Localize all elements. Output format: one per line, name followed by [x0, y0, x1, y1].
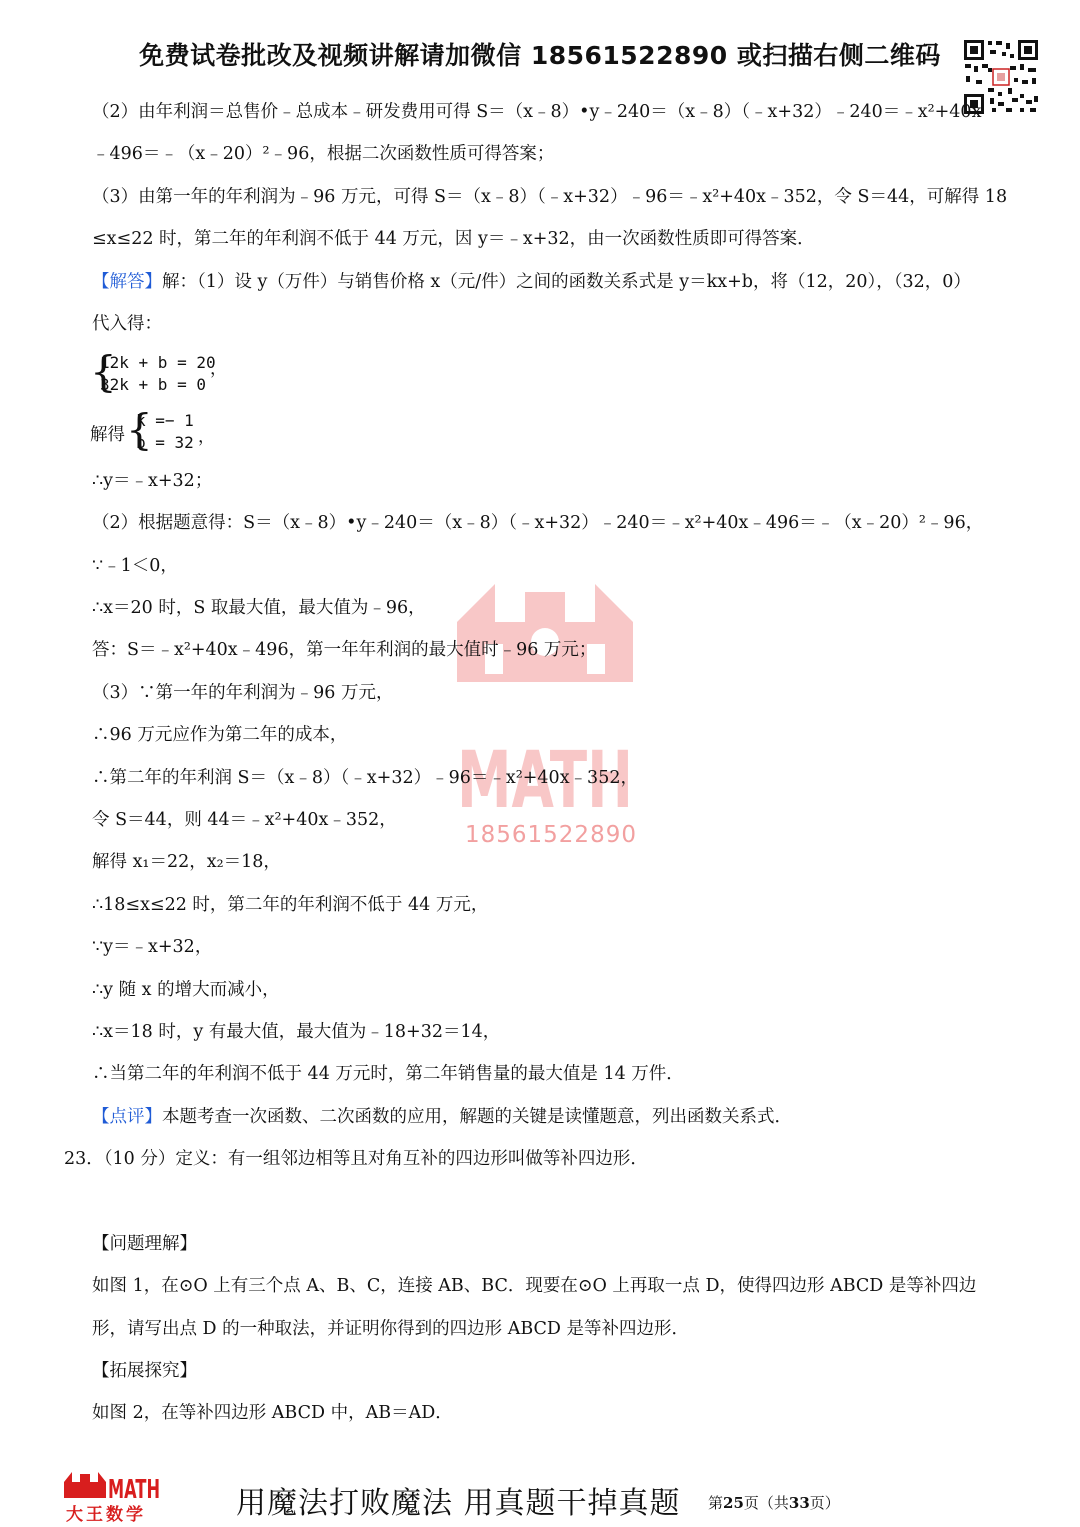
- logo-subtitle: 大王数学: [66, 1505, 146, 1525]
- text-line: ∴x＝18 时，y 有最大值，最大值为﹣18+32＝14，: [92, 1022, 501, 1042]
- answer-text: 解：（1）设 y（万件）与销售价格 x（元/件）之间的函数关系式是 y＝kx+b，将（12，20），（32，0）: [162, 272, 971, 292]
- footer-slogan: 用魔法打败魔法 用真题干掉真题: [236, 1486, 681, 1521]
- equation: 12k + b = 20: [100, 353, 216, 372]
- text-line: 如图 2，在等补四边形 ABCD 中，AB＝AD．: [92, 1403, 453, 1423]
- text-line: ∴第二年的年利润 S＝（x﹣8）（﹣x+32）﹣96＝﹣x²+40x﹣352，: [92, 768, 638, 788]
- text-line: ∵﹣1＜0，: [92, 556, 178, 576]
- text-line: 代入得：: [92, 314, 162, 334]
- text-line: ≤x≤22 时，第二年的年利润不低于 44 万元，因 y＝﹣x+32，由一次函数性质即可得答案．: [92, 229, 815, 249]
- comment-line: [92, 1105, 792, 1129]
- text-line: （3）∵第一年的年利润为﹣96 万元，: [92, 683, 394, 703]
- text-line: 形，请写出点 D 的一种取法，并证明你得到的四边形 ABCD 是等补四边形．: [92, 1319, 690, 1339]
- page-mid: 页（共: [743, 1494, 789, 1512]
- text-line: （2）根据题意得：S＝（x﹣8）•y﹣240＝（x﹣8）（﹣x+32）﹣240＝﹣x²+40x﹣496＝﹣（x﹣20）²﹣96，: [92, 513, 984, 533]
- page-header-title: 免费试卷批改及视频讲解请加微信 18561522890 或扫描右侧二维码: [139, 41, 941, 70]
- comment-text: 本题考查一次函数、二次函数的应用，解题的关键是读懂题意，列出函数关系式．: [162, 1107, 792, 1127]
- text-line: ∵y＝﹣x+32，: [92, 937, 213, 957]
- text-line: ∴18≤x≤22 时，第二年的年利润不低于 44 万元，: [92, 895, 489, 915]
- comment-tag: 【点评】: [92, 1107, 162, 1127]
- text-line: 解得 x₁＝22，x₂＝18，: [92, 852, 281, 872]
- text-line: ∴96 万元应作为第二年的成本，: [92, 725, 348, 745]
- watermark-phone-number: 18561522890: [465, 822, 637, 848]
- watermark-math-text: MATH: [457, 736, 633, 812]
- text-line: 答：S＝﹣x²+40x﹣496，第一年年利润的最大值时﹣96 万元；: [92, 640, 597, 660]
- page-prefix: 第: [708, 1494, 724, 1512]
- text-line: ∴y 随 x 的增大而减小，: [92, 980, 280, 1000]
- equation: k =− 1: [136, 411, 194, 430]
- equation: 32k + b = 0: [100, 375, 206, 394]
- equation: b = 32: [136, 433, 194, 452]
- text-line: ﹣496＝﹣（x﹣20）²﹣96，根据二次函数性质可得答案；: [92, 144, 555, 164]
- page-suffix: 页）: [809, 1494, 840, 1512]
- equation-comma: ，: [210, 359, 227, 379]
- answer-line: [92, 270, 971, 294]
- question-23-title: 23．（10 分）定义：有一组邻边相等且对角互补的四边形叫做等补四边形．: [64, 1149, 648, 1169]
- text-line: ∴当第二年的年利润不低于 44 万元时，第二年销售量的最大值是 14 万件．: [92, 1064, 684, 1084]
- text-line: 如图 1，在⊙O 上有三个点 A、B、C，连接 AB、BC．现要在⊙O 上再取一点 D，使得四边形 ABCD 是等补四边: [92, 1276, 977, 1296]
- page-current: 25: [723, 1494, 744, 1512]
- answer-tag: 【解答】: [92, 272, 162, 292]
- text-line: （3）由第一年的年利润为﹣96 万元，可得 S＝（x﹣8）（﹣x+32）﹣96＝﹣x²+40x﹣352，令 S＝44，可解得 18: [92, 187, 1008, 207]
- text-line: 令 S＝44，则 44＝﹣x²+40x﹣352，: [92, 810, 397, 830]
- section-heading: 【拓展探究】: [92, 1361, 197, 1381]
- page-total: 33: [788, 1494, 810, 1512]
- text-line: （2）由年利润＝总售价﹣总成本﹣研发费用可得 S＝（x﹣8）•y﹣240＝（x﹣8）（﹣x+32）﹣240＝﹣x²+40x: [92, 102, 982, 122]
- section-heading: 【问题理解】: [92, 1234, 197, 1254]
- page-number: [708, 1492, 840, 1513]
- text-line: ∴y＝﹣x+32；: [92, 471, 213, 491]
- text-line: ∴x＝20 时，S 取最大值，最大值为﹣96，: [92, 598, 426, 618]
- solution-prefix: 解得: [90, 425, 125, 445]
- equation-comma: ，: [198, 427, 215, 447]
- logo-math-text: MATH: [108, 1475, 160, 1505]
